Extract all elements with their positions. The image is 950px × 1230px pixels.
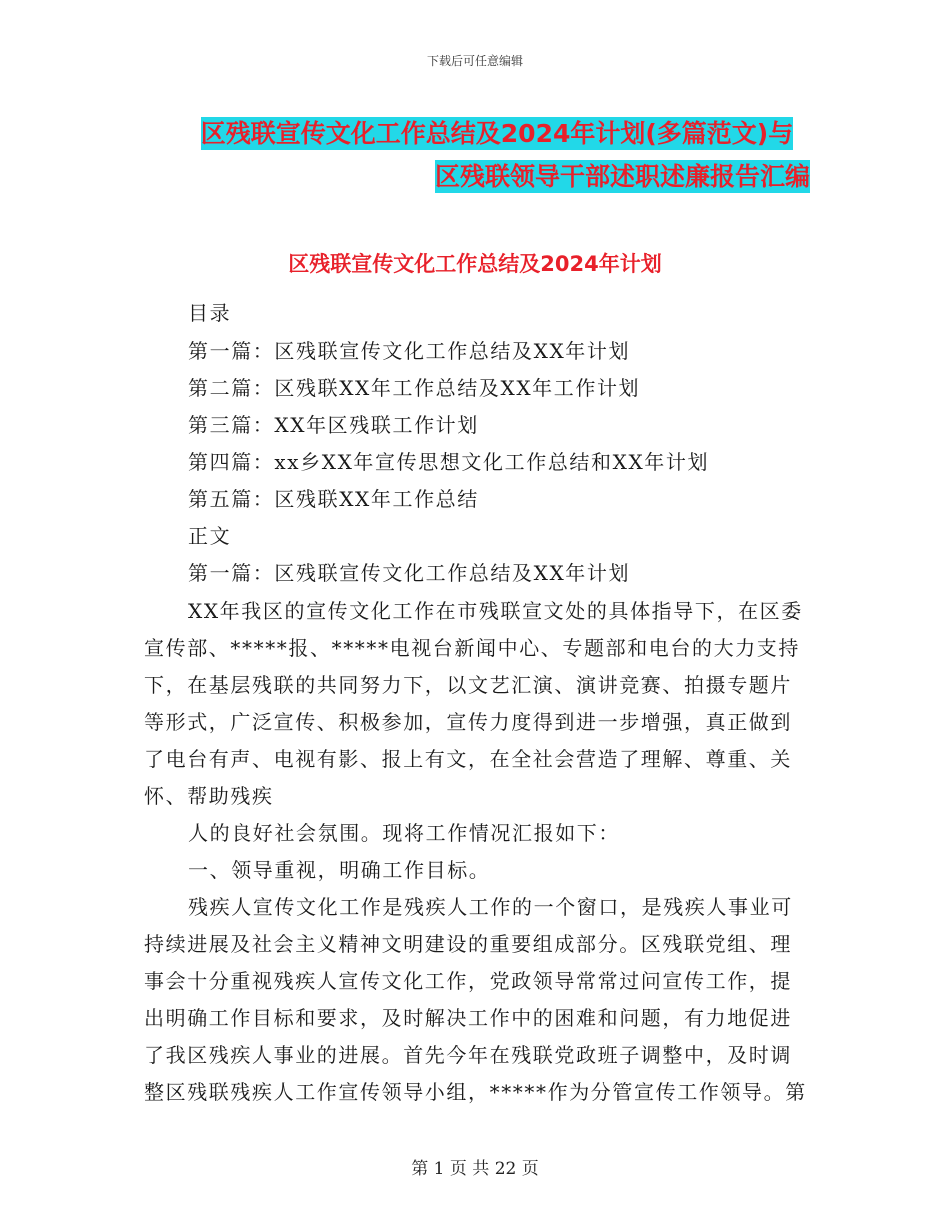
paragraph-2: 人的良好社会氛围。现将工作情况汇报如下： bbox=[188, 821, 620, 845]
paragraph-line: 出明确工作目标和要求，及时解决工作中的困难和问题，有力地促进 bbox=[144, 1006, 792, 1030]
paragraph-line: 整区残联残疾人工作宣传领导小组，*****作为分管宣传工作领导。第 bbox=[144, 1080, 807, 1104]
toc-heading: 目录 bbox=[188, 301, 232, 325]
paragraph-line: 残疾人宣传文化工作是残疾人工作的一个窗口，是残疾人事业可 bbox=[188, 895, 793, 919]
paragraph-line: 持续进展及社会主义精神文明建设的重要组成部分。区残联党组、理 bbox=[144, 932, 792, 956]
paragraph-line: 怀、帮助残疾 bbox=[144, 784, 274, 808]
paragraph-line: 了我区残疾人事业的进展。首先今年在残联党政班子调整中，及时调 bbox=[144, 1043, 792, 1067]
toc-item-1: 第一篇：区残联宣传文化工作总结及XX年计划 bbox=[188, 339, 631, 363]
section-title: 第一篇：区残联宣传文化工作总结及XX年计划 bbox=[188, 561, 631, 585]
main-title-line-1: 区残联宣传文化工作总结及2024年计划(多篇范文)与 bbox=[200, 119, 794, 148]
paragraph-line: 下，在基层残联的共同努力下，以文艺汇演、演讲竞赛、拍摄专题片 bbox=[144, 673, 792, 697]
paragraph-line: 宣传部、*****报、*****电视台新闻中心、专题部和电台的大力支持 bbox=[144, 636, 800, 660]
main-title-line-2: 区残联领导干部述职述廉报告汇编 bbox=[434, 162, 810, 191]
point-1-heading: 一、领导重视，明确工作目标。 bbox=[188, 858, 491, 882]
paragraph-line: 了电台有声、电视有影、报上有文，在全社会营造了理解、尊重、关 bbox=[144, 747, 792, 771]
toc-item-5: 第五篇：区残联XX年工作总结 bbox=[188, 487, 479, 511]
page-number-footer: 第 1 页 共 22 页 bbox=[411, 1159, 539, 1179]
toc-item-3: 第三篇：XX年区残联工作计划 bbox=[188, 413, 479, 437]
paragraph-line: XX年我区的宣传文化工作在市残联宣文处的具体指导下，在区委 bbox=[188, 599, 803, 623]
body-heading: 正文 bbox=[188, 524, 232, 548]
toc-item-2: 第二篇：区残联XX年工作总结及XX年工作计划 bbox=[188, 376, 641, 400]
header-note: 下载后可任意编辑 bbox=[426, 54, 523, 68]
toc-item-4: 第四篇：xx乡XX年宣传思想文化工作总结和XX年计划 bbox=[188, 450, 710, 474]
paragraph-line: 事会十分重视残疾人宣传文化工作，党政领导常常过问宣传工作，提 bbox=[144, 969, 792, 993]
paragraph-line: 等形式，广泛宣传、积极参加，宣传力度得到进一步增强，真正做到 bbox=[144, 710, 792, 734]
sub-title: 区残联宣传文化工作总结及2024年计划 bbox=[288, 252, 662, 276]
